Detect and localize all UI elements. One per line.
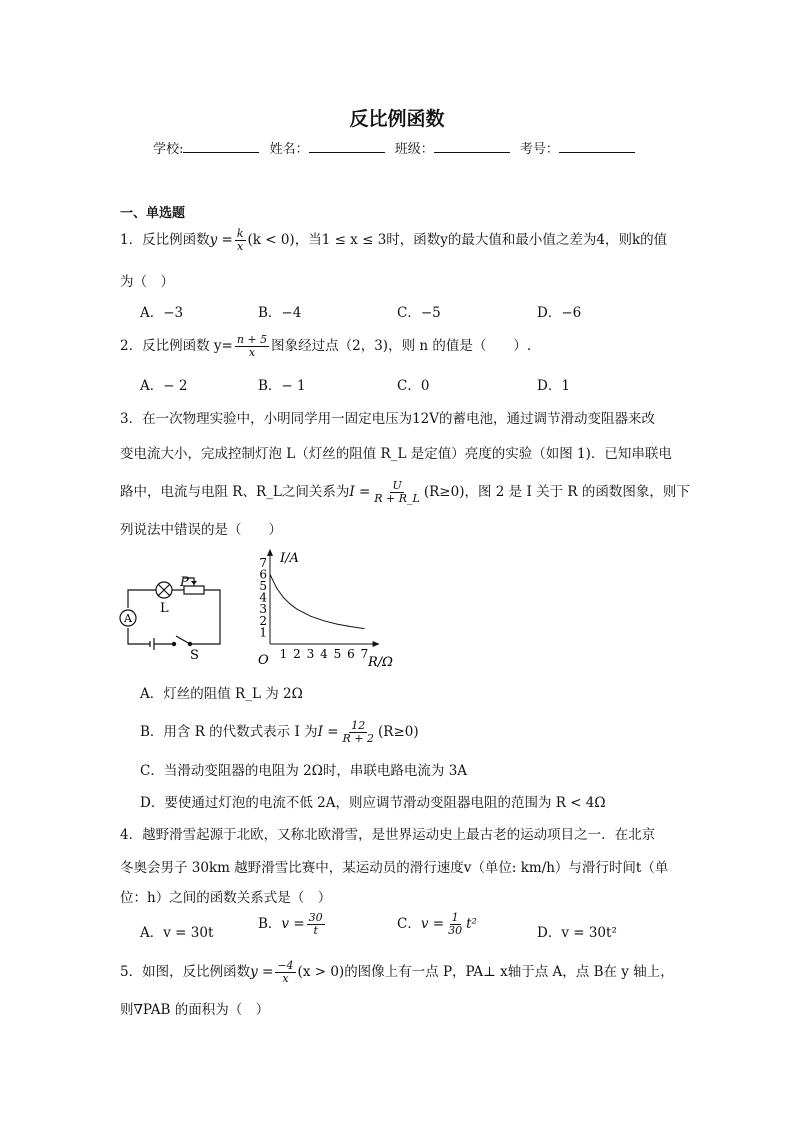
q1-fraction xyxy=(235,228,246,253)
q3-option-a[interactable]: A．灯丝的阻值 R_L 为 2Ω xyxy=(140,686,303,702)
q1-frac-den: x xyxy=(237,240,244,254)
school-blank xyxy=(183,140,259,153)
page-title: 反比例函数 xyxy=(349,108,445,130)
q1-option-c[interactable]: C．−5 xyxy=(397,305,441,321)
q3-line3-text-a: 路中，电流与电阻 R、R_L之间关系为 xyxy=(120,484,350,501)
question-3-line-2: 变电流大小，完成控制灯泡 L（灯丝的阻值 R_L 是定值）亮度的实验（如图 1)．已知串联电 xyxy=(120,446,672,462)
question-4-line-1: 4．越野滑雪起源于北欧，又称北欧滑雪，是世界运动史上最古老的运动项目之一．在北京 xyxy=(120,827,656,843)
q3-option-b-den: R + 2 xyxy=(342,732,375,746)
q4-option-c-letter: C． xyxy=(397,916,421,933)
q3-formula-i: I = xyxy=(349,484,371,501)
y-tick-label: 3 xyxy=(259,602,267,617)
switch-lever xyxy=(176,636,190,644)
q3-frac-num: U xyxy=(392,479,402,492)
chart-x-label: R/Ω xyxy=(368,655,393,670)
q4-option-b-den: t xyxy=(313,924,318,938)
y-tick-label: 7 xyxy=(259,555,267,570)
chart-origin-label: O xyxy=(258,653,269,668)
q2-suffix: 图象经过点（2，3)，则 n 的值是（ ）. xyxy=(271,338,532,355)
q4-option-c-fraction xyxy=(446,912,464,937)
q2-frac-den: x xyxy=(248,346,256,360)
q2-option-c[interactable]: C．0 xyxy=(397,378,430,394)
q1-option-b[interactable]: B．−4 xyxy=(258,305,302,321)
class-label: 班级： xyxy=(394,142,434,157)
class-blank xyxy=(434,140,510,153)
name-blank xyxy=(309,140,385,153)
slider-label: P xyxy=(180,575,189,590)
q5-frac-den: x xyxy=(282,972,289,986)
x-tick-label: 4 xyxy=(320,647,328,661)
q3-fraction xyxy=(372,480,422,505)
question-2 xyxy=(120,334,531,359)
circuit-diagram xyxy=(118,572,230,662)
q5-frac-num: −4 xyxy=(277,959,294,972)
q3-option-b-num: 12 xyxy=(351,719,366,732)
q3-option-b-text: B．用含 R 的代数式表示 I 为 xyxy=(140,724,318,741)
q4-option-b[interactable] xyxy=(258,912,327,937)
question-4-line-3: 位：h）之间的函数关系式是（ ） xyxy=(120,890,332,906)
q1-frac-num: k xyxy=(236,227,244,240)
student-info-line xyxy=(0,138,794,157)
x-axis-arrow xyxy=(373,641,380,647)
y-tick-label: 4 xyxy=(259,590,267,605)
wire-top-left xyxy=(128,590,156,608)
question-4-line-2: 冬奥会男子 30km 越野滑雪比赛中，某运动员的滑行速度v（单位: km/h）与滑行时间t（单 xyxy=(120,860,669,876)
y-tick-label: 2 xyxy=(259,613,267,628)
q3-option-d[interactable]: D．要使通过灯泡的电流不低 2A，则应调节滑动变阻器电阻的范围为 R < 4Ω xyxy=(140,795,606,811)
q4-option-a[interactable]: A．v = 30t xyxy=(140,925,214,941)
q2-fraction xyxy=(235,334,269,359)
q3-option-b-cond: (R≥0) xyxy=(378,724,419,741)
q1-text: ，当1 ≤ x ≤ 3时，函数y的最大值和最小值之差为4，则k的值 xyxy=(294,232,668,249)
lamp-label: L xyxy=(160,601,169,616)
q4-option-c-pre: v = xyxy=(420,916,445,933)
x-tick-label: 3 xyxy=(306,647,315,661)
exam-number-label: 考号： xyxy=(519,142,559,157)
q3-option-c[interactable]: C．当滑动变阻器的电阻为 2Ω时，串联电路电流为 3A xyxy=(140,763,468,779)
x-tick-label: 7 xyxy=(360,647,369,661)
q5-condition: (x > 0) xyxy=(297,964,345,981)
y-tick-label: 5 xyxy=(259,579,267,593)
q3-option-b-fraction xyxy=(341,720,377,745)
question-1-line-2: 为（ ） xyxy=(120,274,174,290)
q5-prefix: 5．如图，反比例函数 xyxy=(120,964,251,981)
wire-bottom-left xyxy=(128,628,150,644)
question-3-line-4: 列说法中错误的是（ ） xyxy=(120,522,282,538)
q4-option-c-den: 30 xyxy=(448,924,463,938)
q5-fraction xyxy=(275,960,295,985)
q1-option-d[interactable]: D．−6 xyxy=(537,305,582,321)
q2-frac-num: n + 5 xyxy=(236,333,268,346)
q1-condition: (k < 0) xyxy=(247,232,295,249)
q4-option-b-fraction xyxy=(307,912,325,937)
q4-option-c-num: 1 xyxy=(451,911,459,924)
q4-option-d[interactable]: D．v = 30t² xyxy=(537,925,617,941)
q3-option-b[interactable] xyxy=(140,720,419,745)
name-label: 姓名： xyxy=(269,142,309,157)
q5-formula-y: y = xyxy=(250,964,274,981)
y-tick-label: 1 xyxy=(259,625,267,640)
q3-condition: (R≥0) xyxy=(423,484,465,501)
q2-prefix: 2．反比例函数 y= xyxy=(120,338,233,355)
q2-option-d[interactable]: D．1 xyxy=(537,378,570,394)
q1-prefix: 1．反比例函数 xyxy=(120,232,210,249)
exam-number-blank xyxy=(559,140,635,153)
question-5-line-1 xyxy=(120,960,674,985)
switch-label: S xyxy=(190,648,199,662)
x-tick-label: 2 xyxy=(293,647,301,661)
x-tick-label: 1 xyxy=(279,647,288,661)
question-3-line-3 xyxy=(120,480,690,505)
q3-frac-den: R + R_L xyxy=(374,492,420,506)
q4-option-b-pre: v = xyxy=(281,916,305,933)
question-3-line-1: 3．在一次物理实验中，小明同学用一固定电压为12V的蓄电池，通过调节滑动变阻器来改 xyxy=(120,411,656,427)
q1-option-a[interactable]: A．−3 xyxy=(140,305,184,321)
series-line xyxy=(270,574,365,628)
current-resistance-chart xyxy=(252,548,408,670)
question-1-line-1 xyxy=(120,228,667,253)
ammeter-label: A xyxy=(124,612,132,625)
x-tick-label: 6 xyxy=(347,647,355,661)
section-heading: 一、单选题 xyxy=(120,206,186,221)
x-tick-label: 5 xyxy=(333,647,342,661)
chart-y-label: I/A xyxy=(280,551,299,566)
question-5-line-2: 则∇PAB 的面积为（ ） xyxy=(120,1002,270,1018)
q4-option-c[interactable] xyxy=(397,912,477,937)
lamp-cross xyxy=(159,585,170,596)
q4-option-c-post: t² xyxy=(466,916,477,933)
school-label: 学校: xyxy=(153,142,184,157)
q4-option-b-num: 30 xyxy=(308,911,323,924)
q3-option-b-formula: I = xyxy=(317,724,339,741)
y-axis-arrow xyxy=(267,549,273,556)
q4-option-b-letter: B． xyxy=(258,916,282,933)
q3-line3-text-b: ，图 2 是 I 关于 R 的函数图象，则下 xyxy=(464,484,690,501)
wire-right xyxy=(192,590,220,644)
battery-symbol xyxy=(150,638,154,650)
y-tick-label: 6 xyxy=(259,567,267,582)
q2-option-b[interactable]: B．− 1 xyxy=(258,378,306,394)
slider-arrow xyxy=(191,581,197,585)
q5-suffix: 的图像上有一点 P，PA⊥ x轴于点 A，点 B在 y 轴上， xyxy=(344,964,674,981)
q1-formula-y: y = xyxy=(209,232,233,249)
q2-option-a[interactable]: A．− 2 xyxy=(140,378,188,394)
